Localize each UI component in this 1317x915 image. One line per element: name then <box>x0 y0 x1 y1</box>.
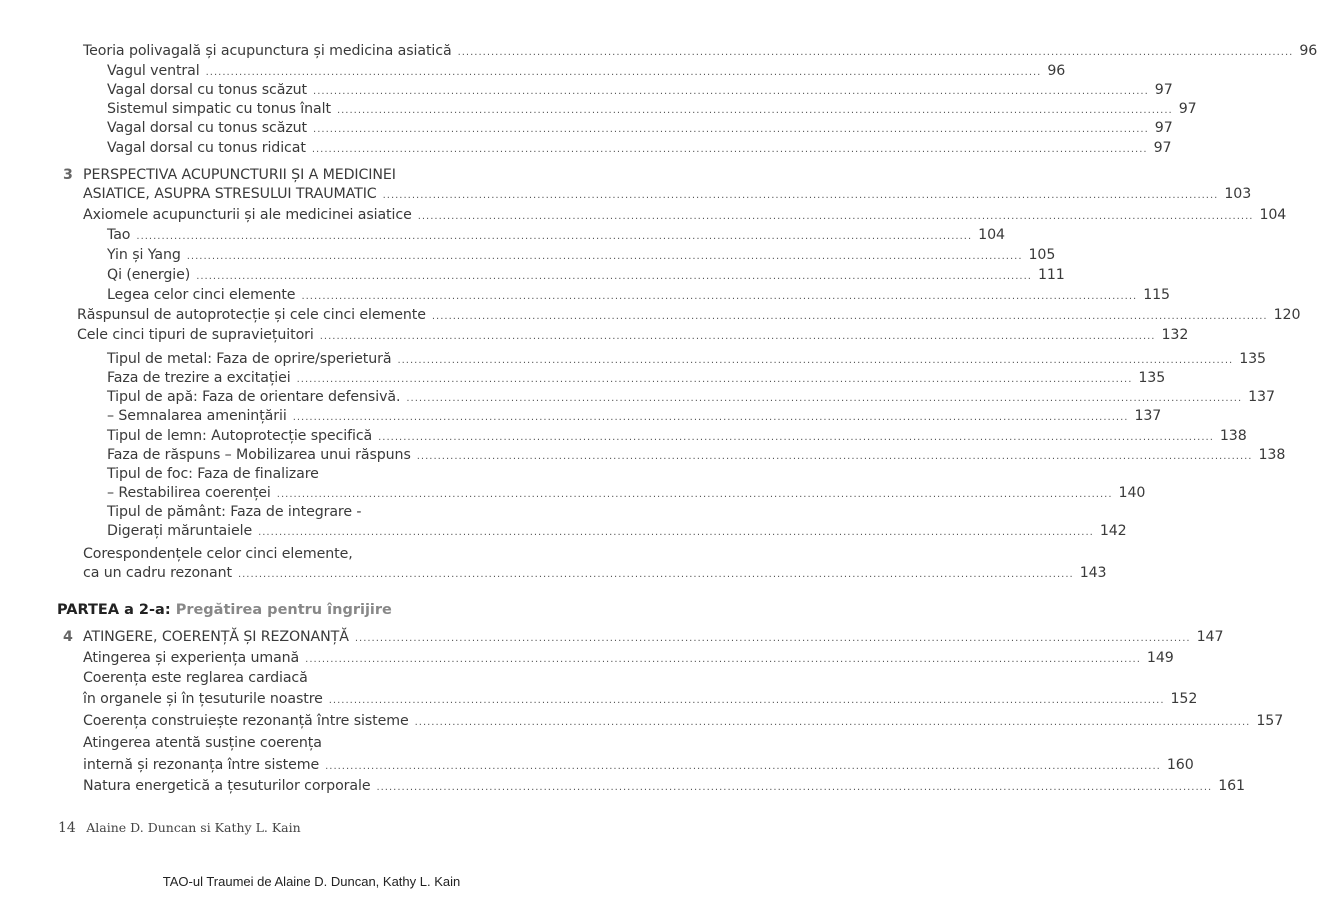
dot-leader: ........................................................................................................................................................................................................ <box>313 86 1149 97</box>
chapter-number: 4 <box>63 629 73 645</box>
dot-leader: ........................................................................................................................................................................................................ <box>382 190 1219 201</box>
toc-entry[interactable] <box>107 226 1005 246</box>
toc-entry-title: Coerența este reglarea cardiacă <box>83 670 308 686</box>
dot-leader: ........................................................................................................................................................................................................ <box>136 231 973 242</box>
dot-leader: ........................................................................................................................................................................................................ <box>378 432 1214 443</box>
toc-entry-title: Tipul de lemn: Autoprotecție specifică <box>107 428 373 444</box>
toc-entry-title: Răspunsul de autoprotecție și cele cinci elemente <box>77 307 426 323</box>
dot-leader: ........................................................................................................................................................................................................ <box>417 211 1254 222</box>
toc-entry-title: Teoria polivagală și acupunctura și medicina asiatică <box>83 43 452 59</box>
dot-leader: ........................................................................................................................................................................................................ <box>305 654 1141 665</box>
dot-leader: ........................................................................................................................................................................................................ <box>336 105 1173 116</box>
dot-leader: ........................................................................................................................................................................................................ <box>406 393 1243 404</box>
toc-entry-page: 96 <box>1299 43 1317 59</box>
toc-entry[interactable] <box>83 564 1107 584</box>
toc-entry[interactable] <box>83 649 1174 669</box>
dot-leader: ........................................................................................................................................................................................................ <box>431 311 1268 322</box>
toc-entry-title: Vagal dorsal cu tonus ridicat <box>107 140 306 156</box>
document-footer: TAO-ul Traumei de Alaine D. Duncan, Kathy L. Kain <box>162 874 461 889</box>
toc-entry-title: ASIATICE, ASUPRA STRESULUI TRAUMATIC <box>83 186 377 202</box>
dot-leader: ........................................................................................................................................................................................................ <box>237 569 1074 580</box>
toc-entry-title: Corespondențele celor cinci elemente, <box>83 546 353 562</box>
toc-entry-page: 143 <box>1079 565 1107 581</box>
toc-entry[interactable] <box>83 734 558 752</box>
dot-leader: ........................................................................................................................................................................................................ <box>313 124 1149 135</box>
toc-entry-page: 137 <box>1134 408 1162 424</box>
toc-entry-page: 135 <box>1138 370 1166 386</box>
toc-entry[interactable] <box>107 81 1173 101</box>
toc-entry-page: 104 <box>978 227 1005 243</box>
toc-entry[interactable] <box>83 185 1252 205</box>
toc-entry-page: 132 <box>1161 327 1189 343</box>
toc-entry-title: ATINGERE, COERENȚĂ ȘI REZONANȚĂ <box>83 629 349 645</box>
toc-entry-page: 142 <box>1099 523 1127 539</box>
toc-entry-title: Atingerea și experiența umană <box>83 650 300 666</box>
part-label: PARTEA a 2-a: <box>57 602 171 618</box>
dot-leader: ........................................................................................................................................................................................................ <box>325 761 1161 772</box>
toc-entry-page: 96 <box>1047 63 1066 79</box>
dot-leader: ........................................................................................................................................................................................................ <box>397 355 1234 366</box>
toc-entry-page: 160 <box>1166 757 1194 773</box>
toc-entry[interactable] <box>107 522 1127 542</box>
toc-entry-title: Vagal dorsal cu tonus scăzut <box>107 120 308 136</box>
toc-entry-page: 138 <box>1219 428 1247 444</box>
toc-entry[interactable] <box>107 139 1172 159</box>
toc-entry-title: ca un cadru rezonant <box>83 565 232 581</box>
toc-entry-page: 138 <box>1258 447 1286 463</box>
toc-entry[interactable] <box>107 100 1197 120</box>
chapter-number: 3 <box>63 167 73 183</box>
toc-entry[interactable] <box>107 446 1286 466</box>
dot-leader: ........................................................................................................................................................................................................ <box>205 67 1042 78</box>
toc-entry[interactable] <box>83 545 558 563</box>
toc-entry-page: 120 <box>1273 307 1301 323</box>
toc-entry-page: 115 <box>1143 287 1170 303</box>
toc-entry-page: 103 <box>1224 186 1252 202</box>
toc-entry-title: Coerența construiește rezonanță între sisteme <box>83 713 409 729</box>
part-title: Pregătirea pentru îngrijire <box>175 602 392 618</box>
toc-entry-title: Faza de răspuns – Mobilizarea unui răspuns <box>107 447 411 463</box>
toc-entry-page: 135 <box>1239 351 1266 367</box>
toc-entry[interactable] <box>107 119 1173 139</box>
toc-entry-title: internă și rezonanța între sisteme <box>83 757 320 773</box>
toc-entry-page: 147 <box>1196 629 1224 645</box>
toc-entry-page: 104 <box>1259 207 1287 223</box>
toc-entry[interactable] <box>107 484 1146 504</box>
dot-leader: ........................................................................................................................................................................................................ <box>292 412 1129 423</box>
dot-leader: ........................................................................................................................................................................................................ <box>414 717 1251 728</box>
dot-leader: ........................................................................................................................................................................................................ <box>457 47 1294 58</box>
toc-entry[interactable] <box>107 465 558 483</box>
toc-entry-title: Yin și Yang <box>107 247 181 263</box>
toc-entry-page: 152 <box>1170 691 1198 707</box>
toc-entry-title: – Semnalarea amenințării <box>107 408 287 424</box>
dot-leader: ........................................................................................................................................................................................................ <box>376 782 1213 793</box>
toc-entry-title: Sistemul simpatic cu tonus înalt <box>107 101 331 117</box>
page-folio <box>58 820 301 836</box>
toc-entry[interactable] <box>77 326 1189 346</box>
dot-leader: ........................................................................................................................................................................................................ <box>311 144 1148 155</box>
toc-entry[interactable] <box>107 427 1247 447</box>
toc-entry-page: 97 <box>1154 120 1173 136</box>
toc-entry-page: 157 <box>1256 713 1284 729</box>
toc-entry-title: – Restabilirea coerenței <box>107 485 271 501</box>
toc-entry[interactable] <box>107 266 1065 286</box>
toc-entry-page: 149 <box>1146 650 1174 666</box>
toc-entry[interactable] <box>83 669 558 687</box>
toc-entry-title: Tipul de pământ: Faza de integrare - <box>107 504 362 520</box>
dot-leader: ........................................................................................................................................................................................................ <box>276 489 1113 500</box>
toc-entry-title: Tao <box>107 227 131 243</box>
dot-leader: ........................................................................................................................................................................................................ <box>319 331 1156 342</box>
toc-entry-title: Tipul de foc: Faza de finalizare <box>107 466 319 482</box>
toc-entry[interactable] <box>107 407 1162 427</box>
toc-entry-page: 97 <box>1178 101 1197 117</box>
toc-entry[interactable] <box>107 62 1066 82</box>
part-heading <box>57 602 392 618</box>
toc-entry-title: Tipul de apă: Faza de orientare defensivă. <box>107 389 401 405</box>
toc-entry[interactable] <box>83 690 1198 710</box>
dot-leader: ........................................................................................................................................................................................................ <box>258 527 1094 538</box>
running-authors: Alaine D. Duncan si Kathy L. Kain <box>86 820 301 835</box>
toc-entry[interactable] <box>107 350 1266 370</box>
toc-entry-title: Vagul ventral <box>107 63 200 79</box>
toc-entry-title: Natura energetică a țesuturilor corporale <box>83 778 371 794</box>
toc-entry-title: Tipul de metal: Faza de oprire/sperietură <box>107 351 392 367</box>
dot-leader: ........................................................................................................................................................................................................ <box>296 374 1133 385</box>
dot-leader: ........................................................................................................................................................................................................ <box>416 451 1253 462</box>
toc-entry-title: Axiomele acupuncturii și ale medicinei asiatice <box>83 207 412 223</box>
toc-entry-page: 105 <box>1028 247 1056 263</box>
dot-leader: ........................................................................................................................................................................................................ <box>196 271 1032 282</box>
page-number: 14 <box>58 820 76 836</box>
dot-leader: ........................................................................................................................................................................................................ <box>186 251 1023 262</box>
toc-entry[interactable] <box>77 306 1301 326</box>
toc-entry[interactable] <box>107 369 1166 389</box>
toc-entry[interactable] <box>107 246 1056 266</box>
toc-entry-title: Qi (energie) <box>107 267 191 283</box>
dot-leader: ........................................................................................................................................................................................................ <box>354 633 1191 644</box>
toc-entry[interactable] <box>107 503 558 521</box>
toc-entry-page: 137 <box>1248 389 1275 405</box>
toc-entry[interactable] <box>107 388 1275 408</box>
dot-leader: ........................................................................................................................................................................................................ <box>328 695 1165 706</box>
toc-entry-title: Atingerea atentă susține coerența <box>83 735 322 751</box>
toc-entry[interactable] <box>83 206 1287 226</box>
toc-entry-title: Faza de trezire a excitației <box>107 370 291 386</box>
toc-entry-page: 140 <box>1118 485 1146 501</box>
toc-entry-title: Legea celor cinci elemente <box>107 287 296 303</box>
toc-entry[interactable] <box>83 42 1317 62</box>
dot-leader: ........................................................................................................................................................................................................ <box>301 291 1138 302</box>
toc-entry[interactable] <box>83 756 1194 776</box>
toc-entry[interactable] <box>83 777 1245 797</box>
toc-entry[interactable] <box>83 628 1224 648</box>
toc-entry-title: PERSPECTIVA ACUPUNCTURII ȘI A MEDICINEI <box>83 167 396 183</box>
toc-entry-page: 111 <box>1037 267 1065 283</box>
toc-entry-page: 161 <box>1218 778 1245 794</box>
toc-entry[interactable] <box>83 166 558 184</box>
toc-entry-title: Vagal dorsal cu tonus scăzut <box>107 82 308 98</box>
toc-entry[interactable] <box>107 286 1170 306</box>
toc-entry-page: 97 <box>1153 140 1172 156</box>
toc-entry[interactable] <box>83 712 1284 732</box>
toc-entry-title: Cele cinci tipuri de supraviețuitori <box>77 327 314 343</box>
toc-entry-page: 97 <box>1154 82 1173 98</box>
toc-entry-title: în organele și în țesuturile noastre <box>83 691 323 707</box>
toc-entry-title: Digerați măruntaiele <box>107 523 253 539</box>
